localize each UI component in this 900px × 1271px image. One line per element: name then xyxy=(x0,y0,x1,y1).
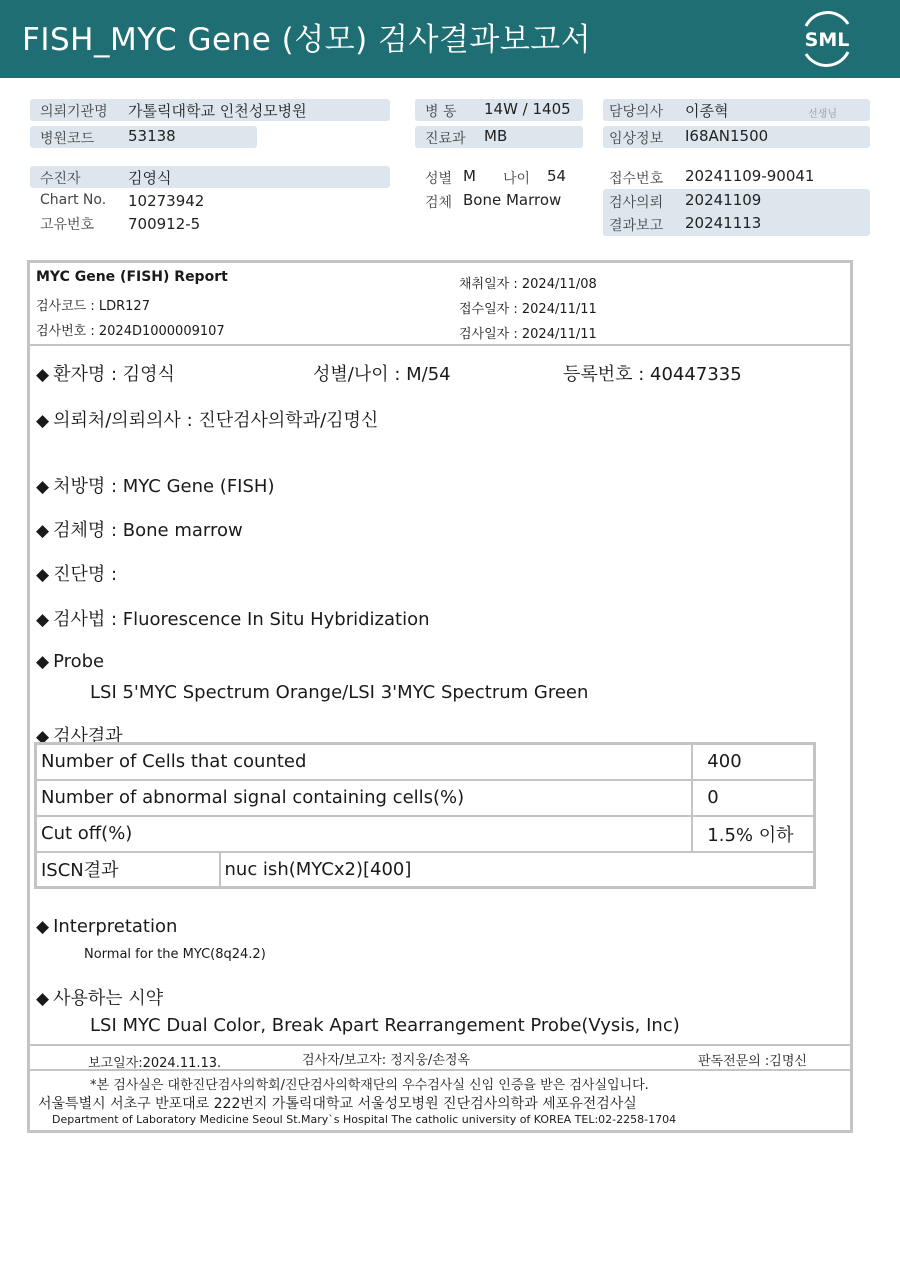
footer-certification: *본 검사실은 대한진단검사의학회/진단검사의학재단의 우수검사실 신임 인증을 받은 검사실입니다. xyxy=(90,1078,649,1093)
result-value: nuc ish(MYCx2)[400] xyxy=(220,852,815,888)
diamond-bullet-icon: ◆ xyxy=(36,989,50,1009)
clinical-value: I68AN1500 xyxy=(685,127,769,145)
test-number: 검사번호 : 2024D1000009107 xyxy=(36,324,225,339)
clinical-label: 임상정보 xyxy=(609,131,664,147)
reagent-heading: 사용하는 시약 xyxy=(53,988,164,1009)
result-label: Number of Cells that counted xyxy=(36,744,693,780)
patient-row-bg xyxy=(30,166,390,188)
result-value: 400 xyxy=(692,744,814,780)
age-value: 54 xyxy=(547,167,567,185)
patient-label: 수진자 xyxy=(40,171,81,187)
result-value: 0 xyxy=(692,780,814,816)
method: 검사법 : Fluorescence In Situ Hybridization xyxy=(53,609,430,630)
diamond-bullet-icon: ◆ xyxy=(36,652,50,672)
sex-age: 성별/나이 : M/54 xyxy=(313,364,451,385)
footer-examiner: 검사자/보고자: 정지웅/손정옥 xyxy=(302,1053,470,1068)
diagnosis: 진단명 : xyxy=(53,564,118,585)
diamond-bullet-icon: ◆ xyxy=(36,917,50,937)
order-line xyxy=(36,472,274,498)
diamond-bullet-icon: ◆ xyxy=(36,521,50,541)
sml-logo-icon xyxy=(796,10,858,68)
specimen-value: Bone Marrow xyxy=(463,191,562,209)
report-title: MYC Gene (FISH) Report xyxy=(36,269,228,285)
report-header-divider xyxy=(30,344,852,346)
receive-date: 접수일자 : 2024/11/11 xyxy=(459,302,597,317)
accession-value: 20241109-90041 xyxy=(685,167,815,185)
probe-heading: Probe xyxy=(53,651,105,672)
report-value: 20241113 xyxy=(685,214,762,232)
result-label: Cut off(%) xyxy=(36,816,693,852)
request-value: 20241109 xyxy=(685,191,762,209)
table-row xyxy=(36,852,815,888)
table-row xyxy=(36,780,815,816)
page-title: FISH_MYC Gene (성모) 검사결과보고서 xyxy=(22,22,592,58)
hospcode-value: 53138 xyxy=(128,127,176,145)
specimen-name: 검체명 : Bone marrow xyxy=(53,520,243,541)
diamond-bullet-icon: ◆ xyxy=(36,365,50,385)
specimen-label: 검체 xyxy=(425,195,453,211)
diamond-bullet-icon: ◆ xyxy=(36,727,50,747)
uid-label: 고유번호 xyxy=(40,217,95,233)
hospcode-label: 병원코드 xyxy=(40,131,95,147)
header-banner xyxy=(0,0,900,78)
interpretation-text: Normal for the MYC(8q24.2) xyxy=(84,947,266,962)
dept-label: 진료과 xyxy=(425,131,466,147)
chart-label: Chart No. xyxy=(40,192,107,208)
registration-number: 등록번호 : 40447335 xyxy=(563,364,742,385)
doctor-label: 담당의사 xyxy=(609,104,664,120)
order-name: 처방명 : MYC Gene (FISH) xyxy=(53,476,275,497)
chart-value: 10273942 xyxy=(128,192,205,210)
age-label: 나이 xyxy=(503,171,531,187)
result-table xyxy=(34,742,816,889)
dept-value: MB xyxy=(484,127,508,145)
request-label: 검사의뢰 xyxy=(609,195,664,211)
patient-value: 김영식 xyxy=(128,169,172,187)
table-row xyxy=(36,816,815,852)
probe-text: LSI 5'MYC Spectrum Orange/LSI 3'MYC Spectrum Green xyxy=(90,682,589,703)
result-label: ISCN결과 xyxy=(36,852,220,888)
reagent-text: LSI MYC Dual Color, Break Apart Rearrangement Probe(Vysis, Inc) xyxy=(90,1015,680,1036)
diagnosis-line xyxy=(36,560,117,586)
ward-value: 14W / 1405 xyxy=(484,100,571,118)
diamond-bullet-icon: ◆ xyxy=(36,411,50,431)
report-label: 결과보고 xyxy=(609,218,664,234)
diamond-bullet-icon: ◆ xyxy=(36,610,50,630)
accession-label: 접수번호 xyxy=(609,171,664,187)
patient-name: 환자명 : 김영식 xyxy=(53,364,175,385)
interpretation-heading: Interpretation xyxy=(53,916,178,937)
diamond-bullet-icon: ◆ xyxy=(36,477,50,497)
diamond-bullet-icon: ◆ xyxy=(36,565,50,585)
result-value: 1.5% 이하 xyxy=(692,816,814,852)
footer-specialist: 판독전문의 :김명신 xyxy=(698,1054,807,1069)
doctor-value: 이종혁 xyxy=(685,102,729,120)
reagent-heading-line xyxy=(36,984,163,1010)
logo-text: SML xyxy=(804,29,850,51)
requester: 의뢰처/의뢰의사 : 진단검사의학과/김명신 xyxy=(53,410,379,431)
ward-label: 병 동 xyxy=(425,104,457,120)
footer-english-address: Department of Laboratory Medicine Seoul St.Mary`s Hospital The catholic university of KOREA TEL:02-2258-1704 xyxy=(52,1113,677,1126)
method-line xyxy=(36,605,430,631)
footer-divider-top xyxy=(30,1044,852,1046)
result-label: Number of abnormal signal containing cells(%) xyxy=(36,780,693,816)
institution-value: 가톨릭대학교 인천성모병원 xyxy=(128,102,307,120)
doctor-suffix: 선생님 xyxy=(808,109,837,120)
institution-label: 의뢰기관명 xyxy=(40,104,108,120)
patient-name-line xyxy=(36,360,175,386)
table-row xyxy=(36,744,815,780)
specimen-line xyxy=(36,516,243,542)
collect-date: 채취일자 : 2024/11/08 xyxy=(459,277,597,292)
requester-line xyxy=(36,406,378,432)
test-code: 검사코드 : LDR127 xyxy=(36,299,150,314)
probe-heading-line xyxy=(36,651,104,672)
footer-address: 서울특별시 서초구 반포대로 222번지 가톨릭대학교 서울성모병원 진단검사의학과 세포유전검사실 xyxy=(38,1096,637,1112)
sex-value: M xyxy=(463,167,476,185)
footer-divider-bottom xyxy=(30,1069,852,1071)
uid-value: 700912-5 xyxy=(128,215,201,233)
interpretation-heading-line xyxy=(36,916,177,937)
result-heading: 검사결과 xyxy=(53,726,123,747)
exam-date: 검사일자 : 2024/11/11 xyxy=(459,327,597,342)
sex-label: 성별 xyxy=(425,171,453,187)
footer-report-date: 보고일자:2024.11.13. xyxy=(88,1056,222,1071)
